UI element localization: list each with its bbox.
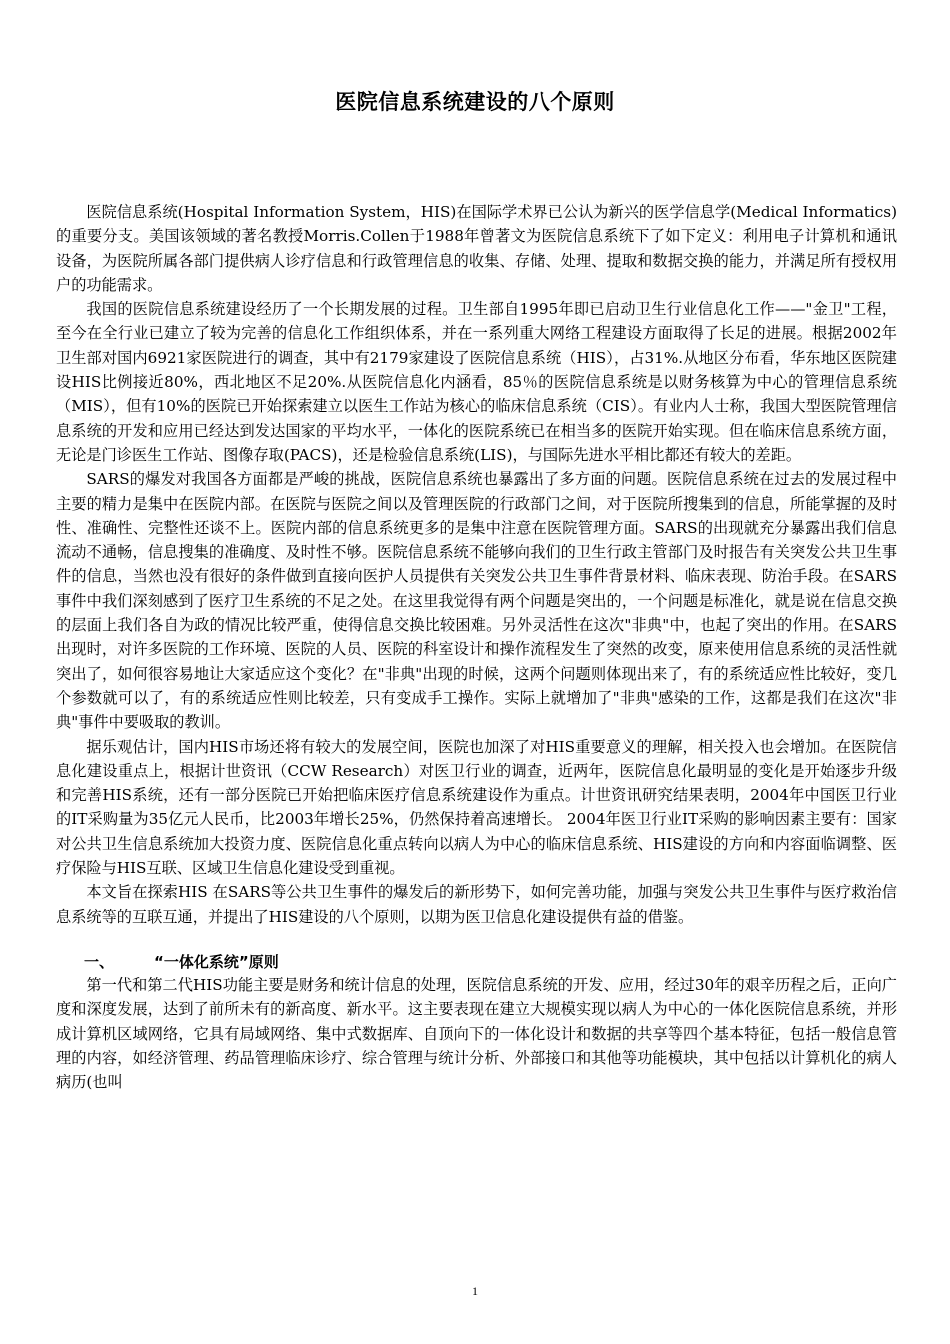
paragraph-intro: 医院信息系统(Hospital Information System，HIS)在国际学术界已公认为新兴的医学信息学(Medical Informatics)的重要分支。美国该领域的著名教授Morris.Collen于1988年曾著文为医院信息系统下了如下定义：利用电子计算机和通讯设备，为医院所属各部门提供病人诊疗信息和行政管理信息的收集、存储、处理、提取和数据交换的能力，并满足所有授权用户的功能需求。	[56, 203, 897, 294]
paragraph-market: 据乐观估计，国内HIS市场还将有较大的发展空间，医院也加深了对HIS重要意义的理解，相关投入也会增加。在医院信息化建设重点上，根据计世资讯（CCW Research）对医卫行业的调查，近两年，医院信息化最明显的变化是开始逐步升级和完善HIS系统，还有一部分医院已开始把临床医疗信息系统建设作为重点。计世资讯研究结果表明，2004年中国医卫行业的IT采购量为35亿元人民币，比2003年增长25%，仍然保持着高速增长。 2004年医卫行业IT采购的影响因素主要有：国家对公共卫生信息系统加大投资力度、医院信息化重点转向以病人为中心的临床信息系统、HIS建设的方向和内容面临调整、医疗保险与HIS互联、区域卫生信息化建设受到重视。	[56, 737, 897, 878]
section-heading-1	[56, 951, 897, 973]
section-number: 一、	[84, 952, 115, 971]
section-title: “一体化系统”原则	[154, 952, 279, 971]
page-number: 1	[472, 1284, 478, 1298]
paragraph-purpose: 本文旨在探索HIS 在SARS等公共卫生事件的爆发后的新形势下，如何完善功能，加强与突发公共卫生事件与医疗救治信息系统等的互联互通，并提出了HIS建设的八个原则，以期为医卫信息化建设提供有益的借鉴。	[56, 883, 897, 926]
paragraph-development: 我国的医院信息系统建设经历了一个长期发展的过程。卫生部自1995年即已启动卫生行业信息化工作——"金卫"工程，至今在全行业已建立了较为完善的信息化工作组织体系，并在一系列重大网络工程建设方面取得了长足的进展。根据2002年卫生部对国内6921家医院进行的调查，其中有2179家建设了医院信息系统（HIS），占31%.从地区分布看，华东地区医院建设HIS比例接近80%，西北地区不足20%.从医院信息化内涵看，85％的医院信息系统是以财务核算为中心的管理信息系统（MIS），但有10%的医院已开始探索建立以医生工作站为核心的临床信息系统（CIS）。有业内人士称，我国大型医院管理信息系统的开发和应用已经达到发达国家的平均水平，一体化的医院系统已在相当多的医院开始实现。但在临床信息系统方面，无论是门诊医生工作站、图像存取(PACS)，还是检验信息系统(LIS)，与国际先进水平相比都还有较大的差距。	[56, 300, 897, 464]
document-body	[56, 200, 897, 1094]
paragraph-section-1: 第一代和第二代HIS功能主要是财务和统计信息的处理，医院信息系统的开发、应用，经过30年的艰辛历程之后，正向广度和深度发展，达到了前所未有的新高度、新水平。这主要表现在建立大规模实现以病人为中心的一体化医院信息系统，并形成计算机区域网络，它具有局域网络、集中式数据库、自顶向下的一体化设计和数据的共享等四个基本特征，包括一般信息管理的内容，如经济管理、药品管理临床诊疗、综合管理与统计分析、外部接口和其他等功能模块，其中包括以计算机化的病人病历(也叫	[56, 975, 897, 1092]
document-title: 医院信息系统建设的八个原则	[335, 90, 615, 114]
paragraph-sars: SARS的爆发对我国各方面都是严峻的挑战，医院信息系统也暴露出了多方面的问题。医院信息系统在过去的发展过程中主要的精力是集中在医院内部。在医院与医院之间以及管理医院的行政部门之间，对于医院所搜集到的信息，所能掌握的及时性、准确性、完整性还谈不上。医院内部的信息系统更多的是集中注意在医院管理方面。SARS的出现就充分暴露出我们信息流动不通畅，信息搜集的准确度、及时性不够。医院信息系统不能够向我们的卫生行政主管部门及时报告有关突发公共卫生事件的信息，当然也没有很好的条件做到直接向医护人员提供有关突发公共卫生事件背景材料、临床表现、防治手段。在SARS事件中我们深刻感到了医疗卫生系统的不足之处。在这里我觉得有两个问题是突出的，一个问题是标准化，就是说在信息交换的层面上我们各自为政的情况比较严重，使得信息交换比较困难。另外灵活性在这次"非典"中，也起了突出的作用。在SARS出现时，对许多医院的工作环境、医院的人员、医院的科室设计和操作流程发生了突然的改变，原来使用信息系统的灵活性就突出了，如何很容易地让大家适应这个变化？在"非典"出现的时候，这两个问题则体现出来了，有的系统适应性比较好，变几个参数就可以了，有的系统适应性则比较差，只有变成手工操作。实际上就增加了"非典"感染的工作，这都是我们在这次"非典"事件中要吸取的教训。	[56, 470, 897, 732]
